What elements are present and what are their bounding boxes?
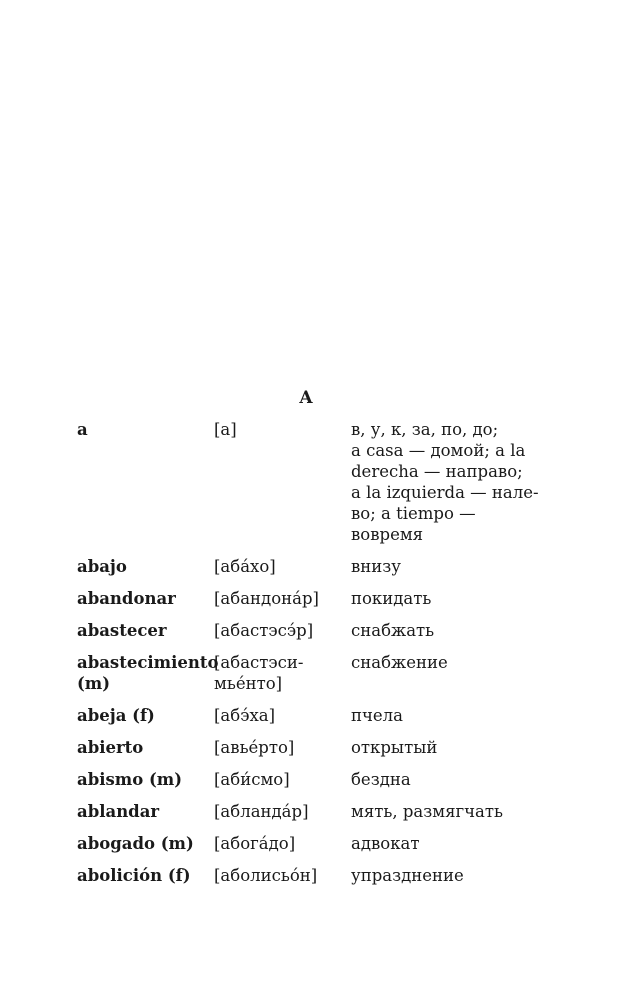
translation-line: a la izquierda — нале- [351, 483, 539, 502]
entry-transcription: [аби́смо] [214, 770, 290, 789]
entry-word: abeja (f) [77, 706, 155, 725]
translation-line: пчела [351, 706, 403, 725]
translation-line: снабжать [351, 621, 435, 640]
entry-list [77, 419, 547, 897]
entry-transcription: [абога́до] [214, 834, 296, 853]
entry-transcription: [аболисьо́н] [214, 866, 318, 885]
translation-line: открытый [351, 738, 438, 757]
entry-translation [351, 769, 541, 790]
entry-translation [351, 801, 541, 822]
entry-translation [351, 620, 541, 641]
entry-transcription: [авье́рто] [214, 738, 295, 757]
entry-transcription: [абандона́р] [214, 589, 319, 608]
entry-word: abolición (f) [77, 866, 191, 885]
translation-line: вовремя [351, 525, 424, 544]
entry-row [77, 556, 547, 577]
translation-line: мять, размягчать [351, 802, 503, 821]
entry-row [77, 769, 547, 790]
translation-line: в, у, к, за, по, до; [351, 420, 499, 439]
entry-translation [351, 419, 541, 545]
entry-translation [351, 556, 541, 577]
translation-line: адвокат [351, 834, 420, 853]
entry-translation [351, 588, 541, 609]
translation-line: снабжение [351, 653, 448, 672]
entry-word-line: (m) [77, 674, 111, 693]
entry-transcription [214, 652, 351, 694]
translation-line: внизу [351, 557, 401, 576]
entry-translation [351, 652, 541, 694]
entry-row [77, 801, 547, 822]
entry-word: ablandar [77, 802, 160, 821]
entry-word: abajo [77, 557, 127, 576]
entry-row [77, 833, 547, 854]
entry-translation [351, 705, 541, 726]
entry-transcription-line: мье́нто] [214, 674, 283, 693]
entry-transcription: [а] [214, 420, 237, 439]
entry-row [77, 705, 547, 726]
entry-row [77, 419, 547, 545]
entry-word: abogado (m) [77, 834, 194, 853]
entry-word: a [77, 420, 88, 439]
translation-line: derecha — направо; [351, 462, 523, 481]
entry-row [77, 588, 547, 609]
entry-transcription: [абланда́р] [214, 802, 309, 821]
translation-line: упразднение [351, 866, 464, 885]
entry-word [77, 652, 219, 694]
section-letter-heading: A [299, 388, 313, 408]
entry-transcription: [аба́хо] [214, 557, 276, 576]
entry-word: abismo (m) [77, 770, 183, 789]
translation-line: бездна [351, 770, 411, 789]
entry-translation [351, 865, 541, 886]
entry-word-line: abastecimiento [77, 653, 219, 672]
entry-transcription: [абастэсэ́р] [214, 621, 314, 640]
entry-translation [351, 833, 541, 854]
entry-row [77, 865, 547, 886]
entry-transcription-line: [абастэси- [214, 653, 304, 672]
entry-row [77, 652, 547, 694]
entry-word: abastecer [77, 621, 167, 640]
translation-line: покидать [351, 589, 432, 608]
entry-transcription: [абэ́ха] [214, 706, 276, 725]
translation-line: во; a tiempo — [351, 504, 476, 523]
entry-translation [351, 737, 541, 758]
translation-line: a casa — домой; a la [351, 441, 526, 460]
entry-row [77, 737, 547, 758]
entry-word: abierto [77, 738, 144, 757]
entry-word: abandonar [77, 589, 176, 608]
entry-row [77, 620, 547, 641]
